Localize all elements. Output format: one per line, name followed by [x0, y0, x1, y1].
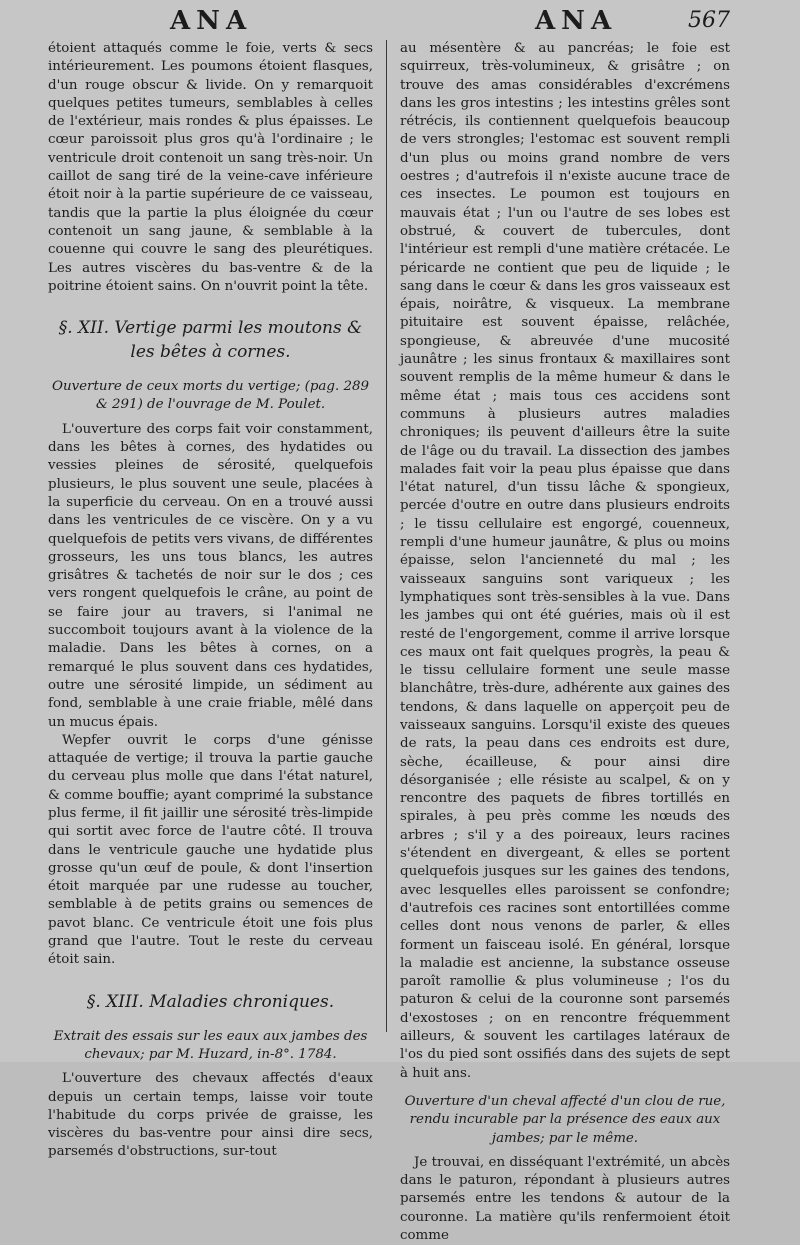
paragraph: Je trouvai, en disséquant l'extrémité, un abcès dans le paturon, répondant à plusieurs autres parsemés entre les tendons & autour de la couronne. La matière qu'ils renfermoient étoit comme — [400, 1154, 730, 1243]
paragraph: au mésentère & au pancréas; le foie est squirreux, très-volumineux, & grisâtre ; on trouve des amas considérables d'excrémens dans les gros intestins ; les intestins grêles sont rétrécis, ils contiennent quelquefois beaucoup de vers strongles; l'estomac est souvent rempli d'un plus ou moins grand nombre de vers oestres ; d'autrefois il n'existe aucune trace de ces insectes. Le poumon est toujours en mauvais état ; l'un ou l'autre de ses lobes est obstrué, & couvert de tubercules, dont l'intérieur est rempli d'une matière crétacée. Le péricarde ne contient que peu de liquide ; le sang dans le cœur & dans les gros vaisseaux est épais, noirâtre, & visqueux. La membrane pituitaire est souvent épaisse, relâchée, spongieuse, & abreuvée d'une mucosité jaunâtre ; les sinus frontaux & maxillaires sont souvent remplis de la même humeur & dans le même état ; mais tous ces accidens sont communs à plusieurs autres maladies chroniques; ils peuvent d'ailleurs être la suite de l'âge ou du travail. La dissection des jambes malades fait voir la peau plus épaisse que dans l'état naturel, d'un tissu lâche & spongieux, percée d'outre en outre dans plusieurs endroits ; le tissu cellulaire est engorgé, couenneux, rempli d'une humeur jaunâtre, & plus ou moins épaisse, selon l'ancienneté du mal ; les vaisseaux sanguins sont variqueux ; les lymphatiques sont très-sensibles à la vue. Dans les jambes qui ont été guéries, mais où il est resté de l'engorgement, comme il arrive lorsque ces maux ont fait quelques progrès, la peau & le tissu cellulaire forment une seule masse blanchâtre, très-dure, adhérente aux gaines des tendons, & dans laquelle on apperçoit peu de vaisseaux sanguins. Lorsqu'il existe des queues de rats, la peau dans ces endroits est dure, sèche, écailleuse, & pour ainsi dire désorganisée ; elle résiste au scalpel, & on y rencontre des paquets de fibres tortillés en spirales, à peu près comme les nœuds des arbres ; s'il y a des poireaux, leurs racines s'étendent en divergeant, & elles se portent quelquefois jusques sur les gaines des tendons, avec lesquelles elles paroissent se confondre; d'autrefois ces racines sont entortillées comme celles dont nous venons de parler, & elles forment un faisceau isolé. En général, lorsque la maladie est ancienne, la substance osseuse paroît ramollie & plus volumineuse ; l'os du paturon & celui de la couronne sont parsemés d'exostoses ; on en rencontre fréquemment ailleurs, & souvent les cartilages latéraux de l'os du pied sont ossifiés dans des sujets de sept à huit ans. — [400, 41, 730, 1081]
spacer — [400, 1083, 730, 1093]
right-column — [400, 40, 730, 1243]
section-heading: §. XII. Vertige parmi les moutons & les bêtes à cornes. — [58, 318, 363, 363]
header-title-left: ANA — [170, 6, 253, 36]
header-title-right: ANA — [535, 6, 618, 36]
section-subheading: Extrait des essais sur les eaux aux jambes des chevaux; par M. Huzard, in-8°. 1784. — [53, 1028, 368, 1062]
paragraph: Wepfer ouvrit le corps d'une génisse attaquée de vertige; il trouva la partie gauche du cerveau plus molle que dans l'état naturel, & comme bouffie; ayant comprimé la substance plus ferme, il fit jaillir une sérosité très-limpide qui sortit avec force de l'autre côté. Il trouva dans le ventricule gauche une hydatide plus grosse qu'un œuf de poule, & dont l'insertion étoit marquée par une rudesse au toucher, semblable à de petits grains ou semences de pavot blanc. Ce ventricule étoit une fois plus grand que l'autre. Tout le reste du cerveau étoit sain. — [48, 732, 373, 968]
paragraph: L'ouverture des chevaux affectés d'eaux depuis un certain temps, laisse voir toute l'habitude du corps privée de graisse, les viscères du bas-ventre pour ainsi dire secs, parsemés d'obstructions, sur-tout — [48, 1071, 373, 1160]
section-heading: §. XIII. Maladies chroniques. — [86, 991, 335, 1012]
section-subheading: Ouverture de ceux morts du vertige; (pag. 289 & 291) de l'ouvrage de M. Poulet. — [51, 379, 370, 413]
column-divider — [386, 40, 387, 1032]
page-number: 567 — [688, 8, 730, 33]
paragraph: L'ouverture des corps fait voir constamment, dans les bêtes à cornes, des hydatides ou vessies pleines de sérosité, quelquefois plusieurs, le plus souvent une seule, placées à la superficie du cerveau. On en a trouvé aussi dans les ventricules de ce viscère. On y a vu quelquefois de petits vers vivans, de différentes grosseurs, les uns tous blancs, les autres grisâtres & tachetés de noir sur le dos ; ces vers rongent quelquefois le crâne, au point de se faire jour au travers, si l'animal ne succomboit toujours avant à la violence de la maladie. Dans les bêtes à cornes, on a remarqué le plus souvent dans ces hydatides, outre une sérosité limpide, un sédiment au fond, semblable à une craie friable, mêlé dans un mucus épais. — [48, 421, 373, 730]
running-header — [0, 6, 800, 40]
left-column — [48, 40, 373, 1160]
paragraph: étoient attaqués comme le foie, verts & secs intérieurement. Les poumons étoient flasques, d'un rouge obscur & livide. On y remarquoit quelques petites tumeurs, semblables à celles de l'extérieur, mais rondes & plus épaisses. Le cœur paroissoit plus gros qu'à l'ordinaire ; le ventricule droit contenoit un sang très-noir. Un caillot de sang tiré de la veine-cave inférieure étoit noir à la partie supérieure de ce vaisseau, tandis que la partie la plus éloignée du cœur contenoit un sang jaune, & semblable à la couenne qui couvre le sang des pleurétiques. Les autres viscères du bas-ventre & de la poitrine étoient sains. On n'ouvrit point la tête. — [48, 41, 373, 294]
section-subheading: Ouverture d'un cheval affecté d'un clou de rue, rendu incurable par la présence des eaux aux jambes; par le même. — [404, 1093, 726, 1146]
